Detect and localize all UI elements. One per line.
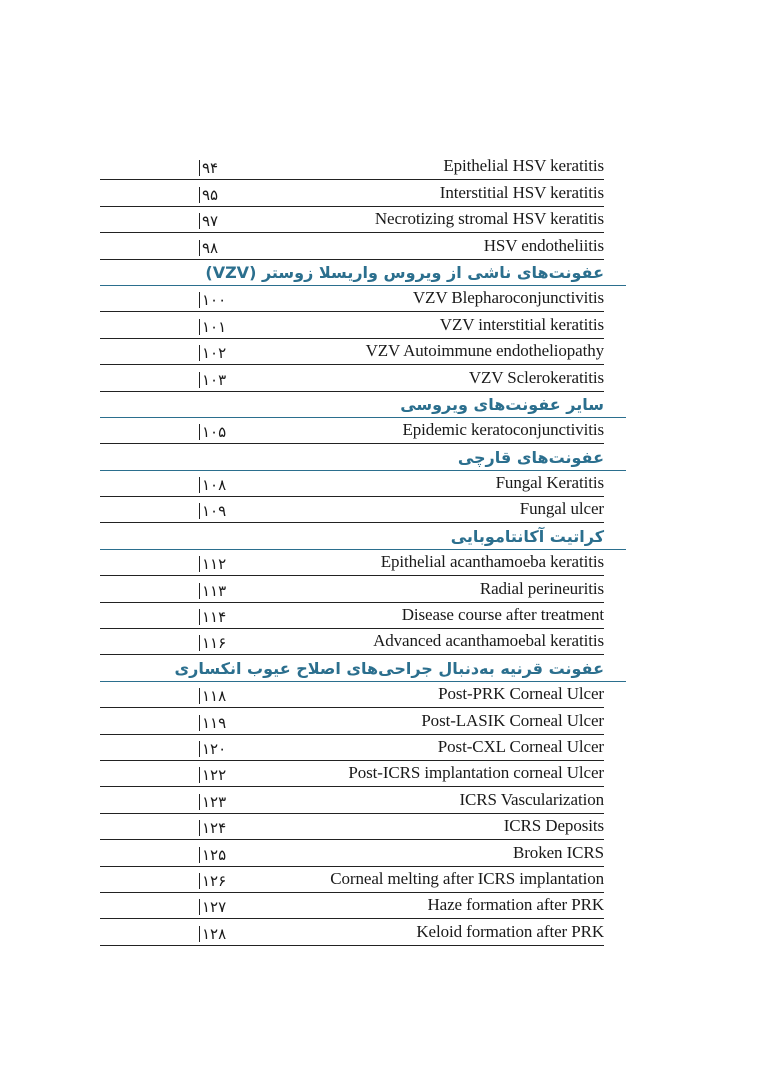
toc-entry xyxy=(100,365,604,391)
toc-page-number: ۱۱۴ xyxy=(199,609,226,625)
toc-entry-title: Fungal Keratitis xyxy=(495,473,604,493)
toc-page-number: ۱۰۹ xyxy=(199,503,226,519)
toc-entry-title: VZV Sclerokeratitis xyxy=(468,367,604,387)
toc-page-number: ۹۷ xyxy=(199,213,218,229)
section-heading-title: سایر عفونت‌های ویروسی xyxy=(400,394,604,414)
toc-entry xyxy=(100,339,604,365)
toc-entry-title: Disease course after treatment xyxy=(401,605,604,625)
table-of-contents xyxy=(100,154,626,946)
toc-page-number: ۱۰۳ xyxy=(199,372,226,388)
toc-entry-title: Keloid formation after PRK xyxy=(416,921,604,941)
toc-page-number: ۹۵ xyxy=(199,187,218,203)
toc-entry xyxy=(100,603,604,629)
toc-entry-title: VZV Blepharoconjunctivitis xyxy=(412,288,604,308)
toc-page-number: ۹۸ xyxy=(199,240,218,256)
toc-section-heading xyxy=(100,523,626,549)
toc-section-heading xyxy=(100,392,626,418)
toc-entry-title: Post-CXL Corneal Ulcer xyxy=(437,736,604,756)
toc-page-number: ۱۰۰ xyxy=(199,292,226,308)
toc-entry xyxy=(100,233,604,259)
toc-entry-title: VZV Autoimmune endotheliopathy xyxy=(365,341,604,361)
toc-page-number: ۱۲۲ xyxy=(199,767,226,783)
toc-entry xyxy=(100,840,604,866)
toc-page-number: ۱۲۰ xyxy=(199,741,226,757)
toc-section-heading xyxy=(100,655,626,681)
toc-entry-title: Haze formation after PRK xyxy=(427,895,604,915)
toc-page-number: ۱۱۲ xyxy=(199,556,226,572)
toc-entry xyxy=(100,867,604,893)
toc-page-number: ۱۱۶ xyxy=(199,635,226,651)
toc-entry xyxy=(100,576,604,602)
toc-entry xyxy=(100,497,604,523)
toc-entry xyxy=(100,735,604,761)
toc-entry-title: VZV interstitial keratitis xyxy=(439,314,604,334)
toc-page-number: ۱۰۱ xyxy=(199,319,226,335)
toc-page-number: ۱۰۲ xyxy=(199,345,226,361)
toc-entry-title: ICRS Vascularization xyxy=(459,789,604,809)
toc-entry xyxy=(100,682,604,708)
toc-entry xyxy=(100,207,604,233)
toc-page-number: ۱۰۵ xyxy=(199,424,226,440)
toc-entry-title: Post-ICRS implantation corneal Ulcer xyxy=(348,763,604,783)
toc-entry xyxy=(100,893,604,919)
toc-entry-title: Advanced acanthamoebal keratitis xyxy=(373,631,604,651)
section-heading-title: عفونت‌های قارچی xyxy=(457,447,604,467)
toc-page-number: ۱۲۶ xyxy=(199,873,226,889)
toc-page-number: ۱۲۴ xyxy=(199,820,226,836)
section-heading-title: عفونت قرنیه به‌دنبال جراحی‌های اصلاح عیوب انکساری xyxy=(174,658,604,678)
section-heading-title: عفونت‌های ناشی از ویروس واریسلا زوستر (VZV) xyxy=(205,262,604,282)
toc-page-number: ۱۲۸ xyxy=(199,926,226,942)
toc-entry-title: Post-LASIK Corneal Ulcer xyxy=(421,710,604,730)
toc-entry xyxy=(100,787,604,813)
toc-page-number: ۱۰۸ xyxy=(199,477,226,493)
toc-entry xyxy=(100,919,604,945)
toc-entry-title: Fungal ulcer xyxy=(519,499,604,519)
toc-entry xyxy=(100,418,604,444)
toc-page-number: ۱۲۷ xyxy=(199,899,226,915)
toc-entry xyxy=(100,629,604,655)
toc-entry xyxy=(100,814,604,840)
toc-entry-title: Interstitial HSV keratitis xyxy=(439,182,604,202)
toc-page-number: ۹۴ xyxy=(199,160,218,176)
toc-entry-title: Broken ICRS xyxy=(513,842,604,862)
toc-entry xyxy=(100,708,604,734)
toc-entry xyxy=(100,180,604,206)
toc-entry-title: Epithelial acanthamoeba keratitis xyxy=(380,552,604,572)
toc-entry xyxy=(100,286,604,312)
toc-entry-title: Radial perineuritis xyxy=(479,578,604,598)
section-heading-title: کراتیت آکانتاموبایی xyxy=(450,526,604,546)
toc-page-number: ۱۱۳ xyxy=(199,583,226,599)
toc-entry-title: Necrotizing stromal HSV keratitis xyxy=(374,209,604,229)
toc-page-number: ۱۲۵ xyxy=(199,847,226,863)
toc-page-number: ۱۱۹ xyxy=(199,715,226,731)
toc-section-heading xyxy=(100,260,626,286)
toc-page-number: ۱۲۳ xyxy=(199,794,226,810)
toc-entry xyxy=(100,154,604,180)
toc-entry xyxy=(100,550,604,576)
toc-entry-title: ICRS Deposits xyxy=(503,816,604,836)
toc-entry-title: Corneal melting after ICRS implantation xyxy=(330,868,604,888)
toc-entry-title: HSV endotheliitis xyxy=(483,235,604,255)
toc-entry-title: Epidemic keratoconjunctivitis xyxy=(402,420,604,440)
toc-page-number: ۱۱۸ xyxy=(199,688,226,704)
toc-entry-title: Epithelial HSV keratitis xyxy=(443,156,604,176)
toc-entry xyxy=(100,471,604,497)
toc-entry xyxy=(100,312,604,338)
toc-entry xyxy=(100,761,604,787)
toc-entry-title: Post-PRK Corneal Ulcer xyxy=(438,684,604,704)
toc-section-heading xyxy=(100,444,626,470)
